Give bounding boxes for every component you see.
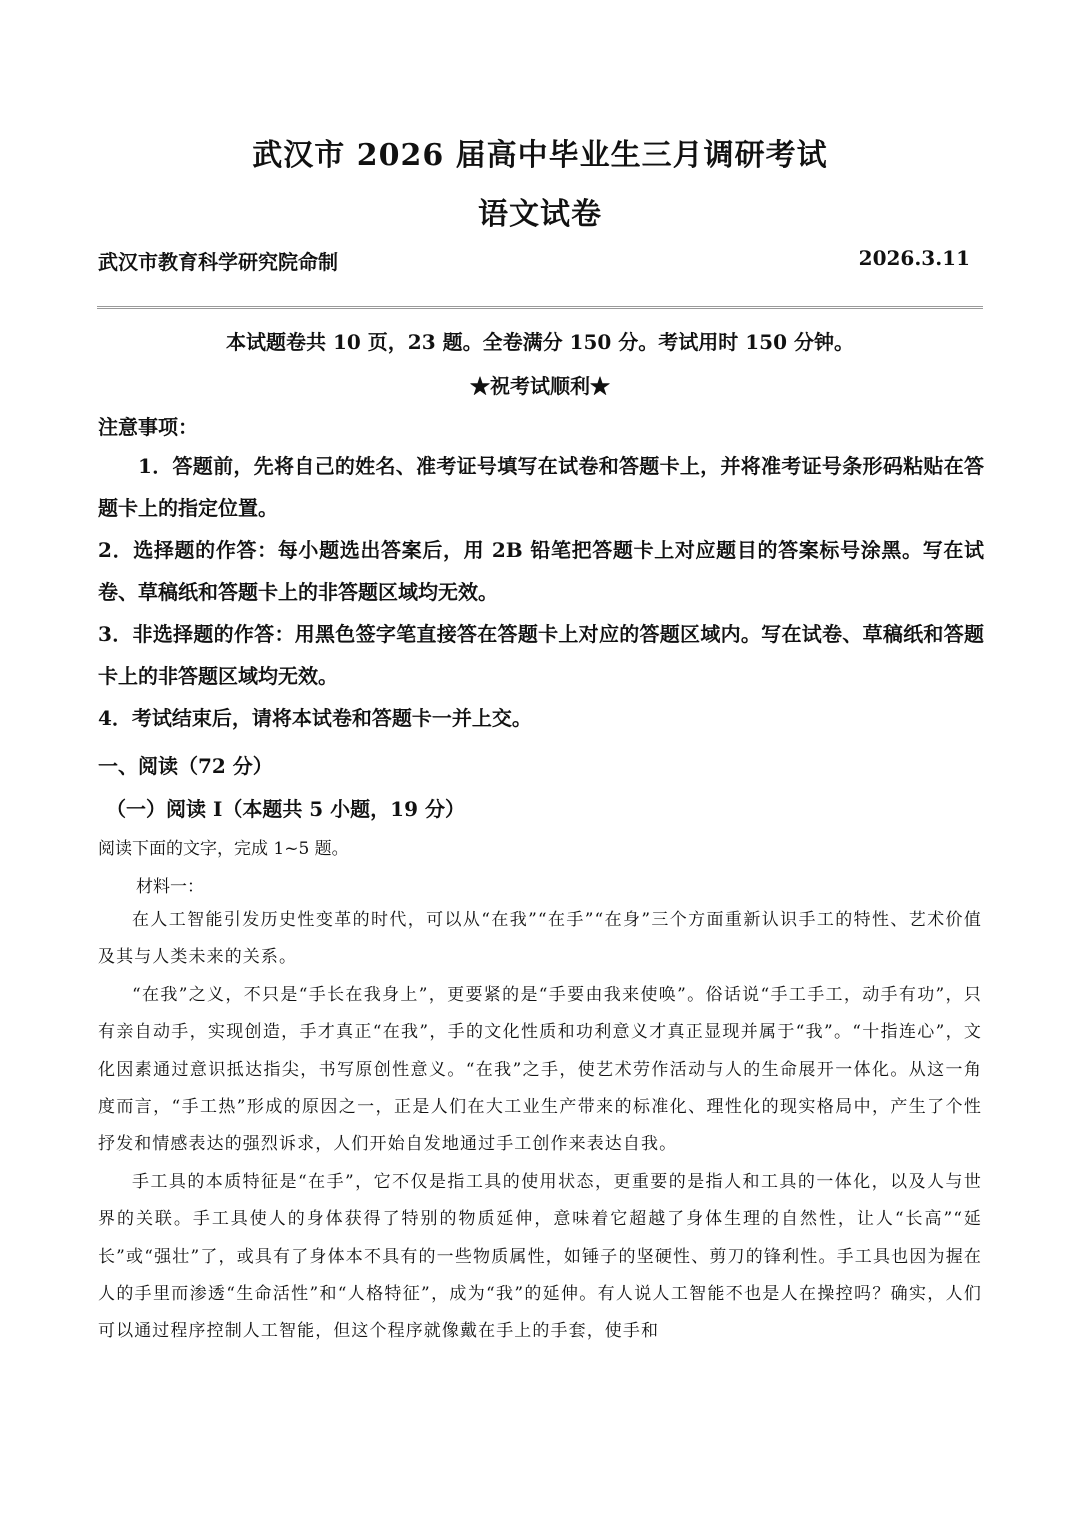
passage-paragraph: “在我”之义，不只是“手长在我身上”，更要紧的是“手要由我来使唤”。俗话说“手工手工，动手有功”，只有亲自动手，实现创造，手才真正“在我”，手的文化性质和功利意义才真正显现并属于“我”。“十指连心”，文化因素通过意识抵达指尖，书写原创性意义。“在我”之手，使艺术劳作活动与人的生命展开一体化。从这一角度而言，“手工热”形成的原因之一，正是人们在大工业生产带来的标准化、理性化的现实格局中，产生了个性抒发和情感表达的强烈诉求，人们开始自发地通过手工创作来表达自我。 <box>98 984 982 1155</box>
notice-item: 1．答题前，先将自己的姓名、准考证号填写在试卷和答题卡上，并将准考证号条形码粘贴在答题卡上的指定位置。 <box>98 454 984 520</box>
exam-title: 武汉市 2026 届高中毕业生三月调研考试 <box>252 138 828 173</box>
exam-info: 本试题卷共 10 页，23 题。全卷满分 150 分。考试用时 150 分钟。 <box>226 330 854 354</box>
notice-item: 2．选择题的作答：每小题选出答案后，用 2B 铅笔把答题卡上对应题目的答案标号涂黑。写在试卷、草稿纸和答题卡上的非答题区域均无效。 <box>98 538 984 604</box>
material-label: 材料一： <box>136 877 204 897</box>
good-luck-wish: ★祝考试顺利★ <box>470 374 610 398</box>
author-line: 武汉市教育科学研究院命制 <box>98 250 338 274</box>
exam-subtitle: 语文试卷 <box>478 197 602 232</box>
header-divider <box>97 306 983 309</box>
reading-passage <box>98 902 982 1351</box>
passage-paragraph: 在人工智能引发历史性变革的时代，可以从“在我”“在手”“在身”三个方面重新认识手工的特性、艺术价值及其与人类未来的关系。 <box>98 910 982 968</box>
notice-item: 3．非选择题的作答：用黑色签字笔直接答在答题卡上对应的答题区域内。写在试卷、草稿纸和答题卡上的非答题区域均无效。 <box>98 622 984 688</box>
notice-heading: 注意事项： <box>98 415 198 439</box>
subsection-title: （一）阅读 I（本题共 5 小题，19 分） <box>106 797 465 821</box>
reading-instruction: 阅读下面的文字，完成 1~5 题。 <box>98 839 349 859</box>
exam-date: 2026.3.11 <box>858 246 970 270</box>
notice-item: 4．考试结束后，请将本试卷和答题卡一并上交。 <box>98 706 532 730</box>
notice-list <box>98 445 984 739</box>
section-title: 一、阅读（72 分） <box>98 754 273 778</box>
passage-paragraph: 手工具的本质特征是“在手”，它不仅是指工具的使用状态，更重要的是指人和工具的一体化，以及人与世界的关联。手工具使人的身体获得了特别的物质延伸，意味着它超越了身体生理的自然性，让人“长高”“延长”或“强壮”了，或具有了身体本不具有的一些物质属性，如锤子的坚硬性、剪刀的锋利性。手工具也因为握在人的手里而渗透“生命活性”和“人格特征”，成为“我”的延伸。有人说人工智能不也是人在操控吗？确实，人们可以通过程序控制人工智能，但这个程序就像戴在手上的手套，使手和 <box>98 1171 982 1342</box>
